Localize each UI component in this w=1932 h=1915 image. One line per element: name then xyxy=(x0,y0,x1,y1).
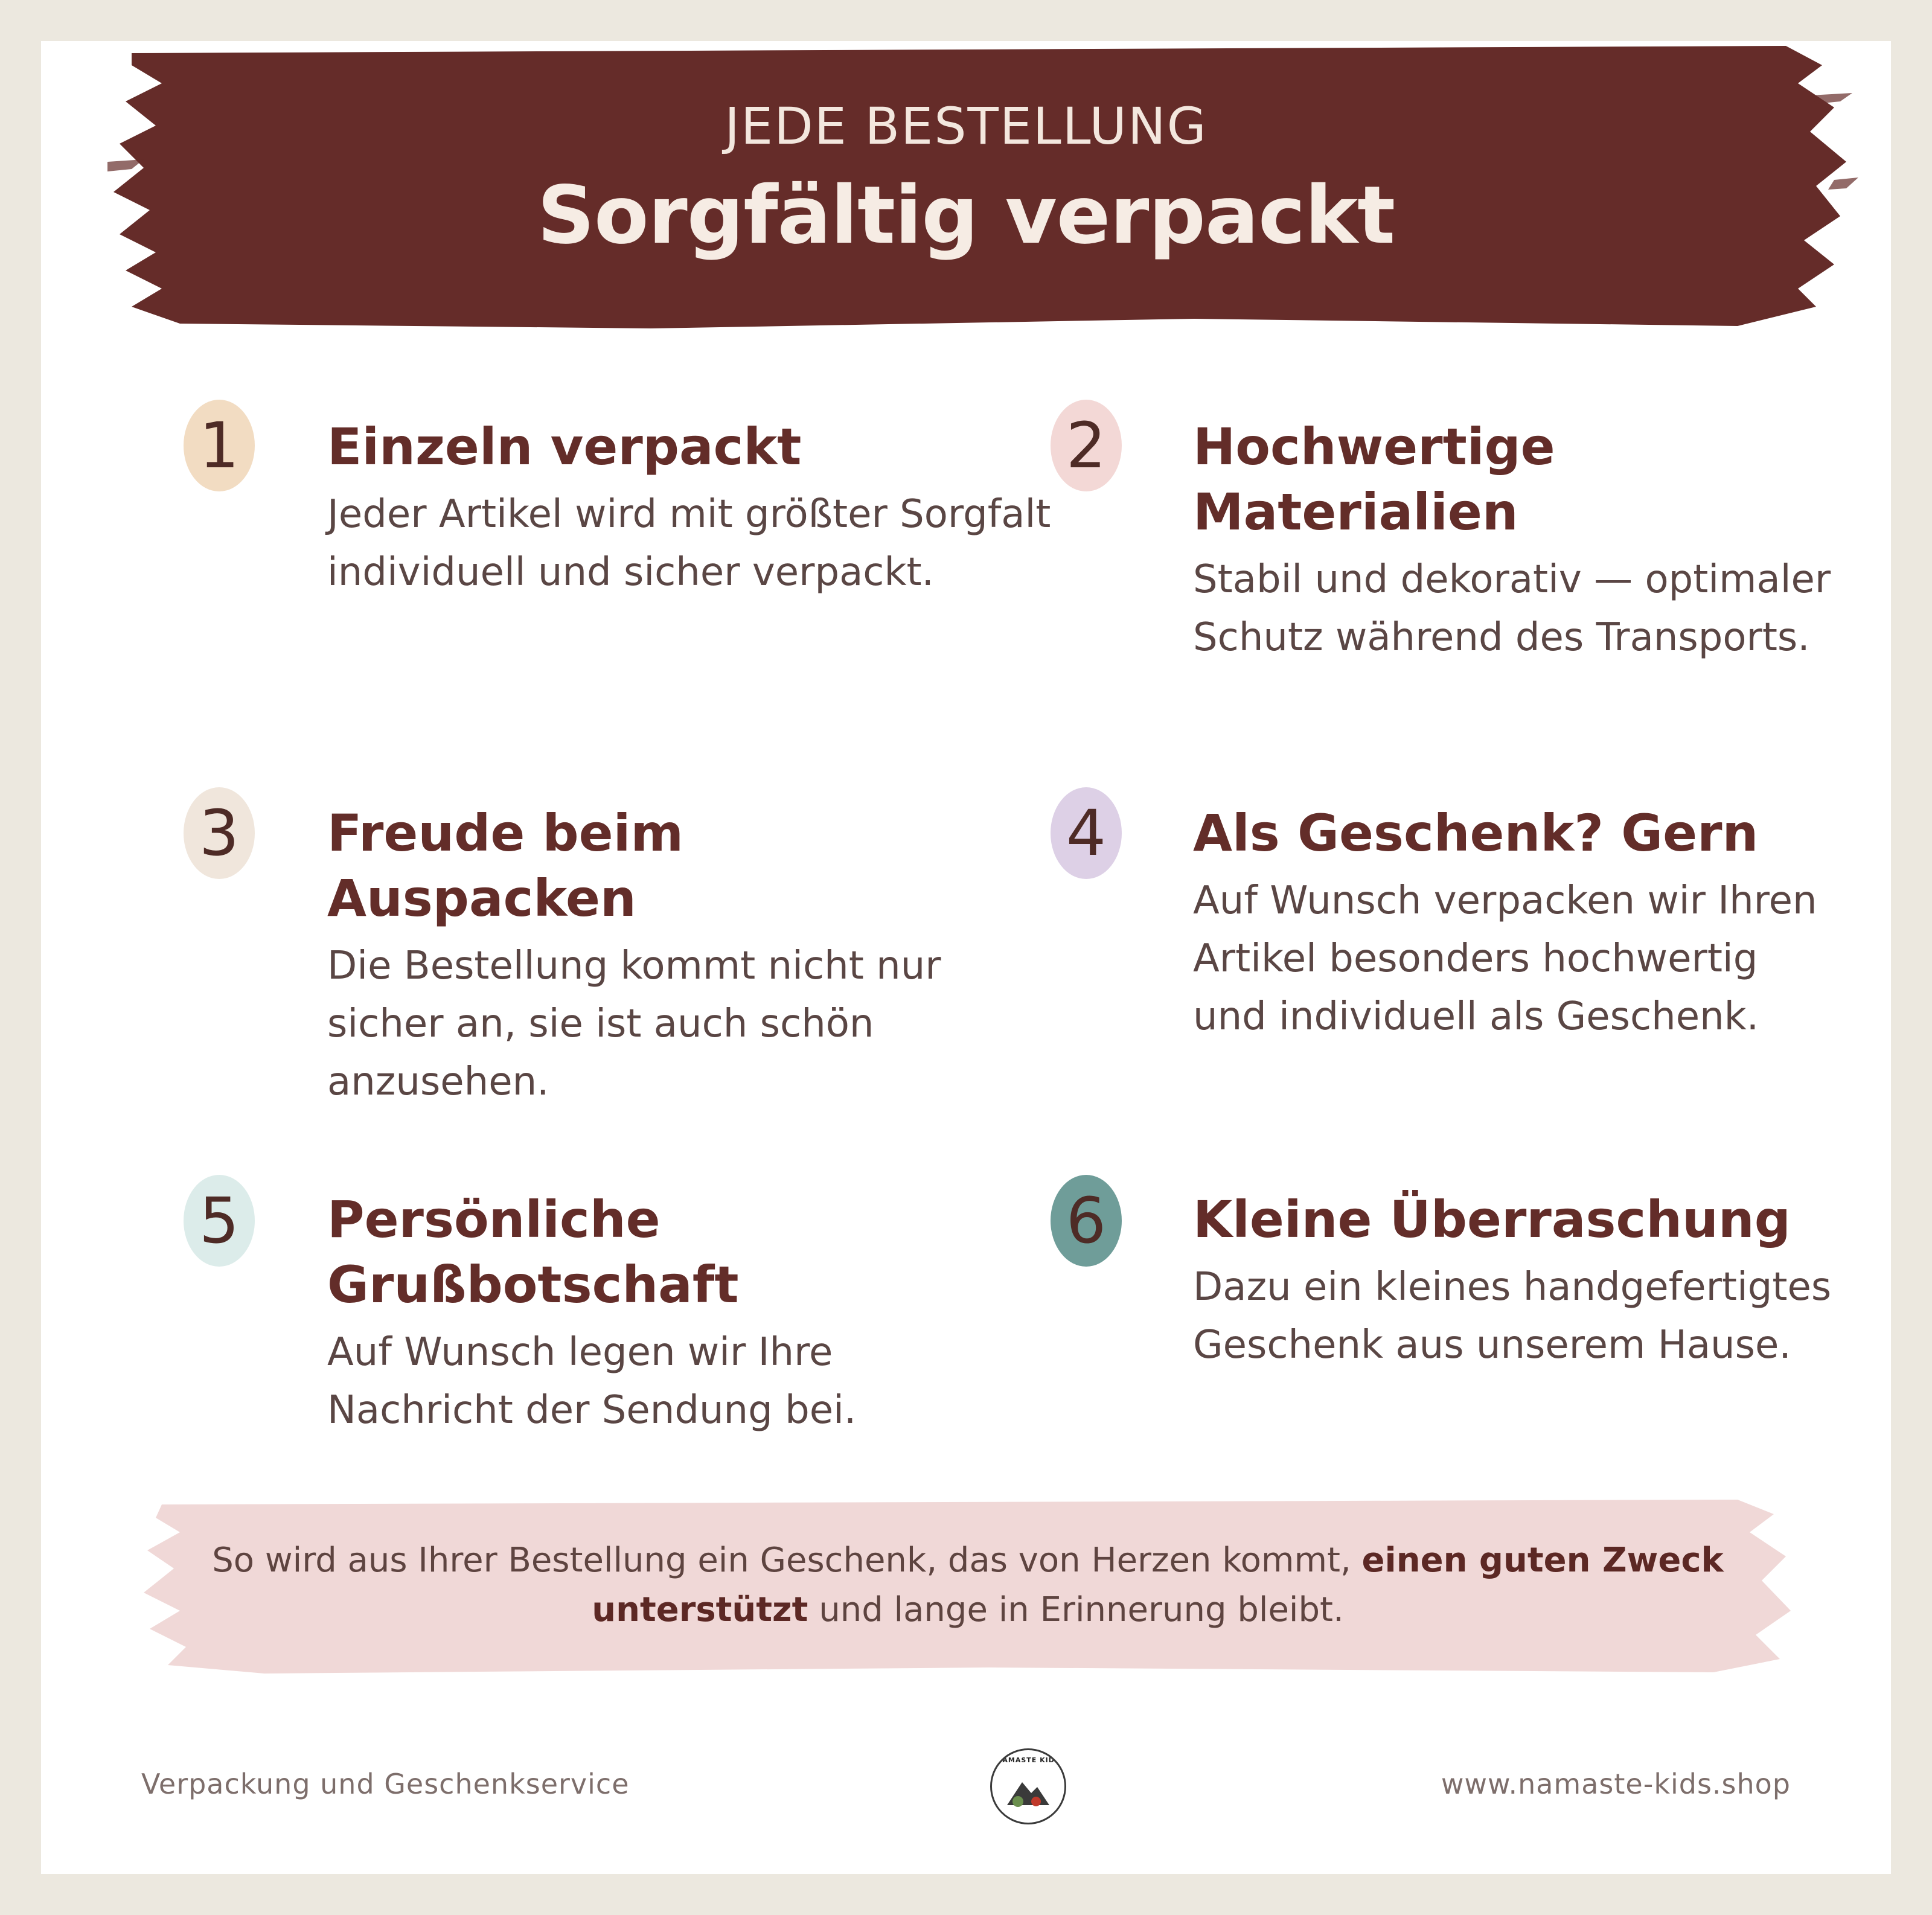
website-link[interactable]: www.namaste-kids.shop xyxy=(1441,1768,1791,1800)
footer-label: Verpackung und Geschenkservice xyxy=(141,1768,630,1800)
brand-logo xyxy=(990,1748,1066,1824)
number-badge-4 xyxy=(1051,787,1122,879)
card xyxy=(41,41,1891,1874)
number-badge-label: 1 xyxy=(199,409,240,482)
page-title: Sorgfältig verpackt xyxy=(537,169,1395,262)
number-badge-label: 6 xyxy=(1066,1184,1107,1258)
number-badge-label: 3 xyxy=(199,796,240,870)
number-badge-label: 2 xyxy=(1066,409,1107,482)
note-text-bold: einen guten Zweck unterstützt xyxy=(592,1541,1724,1629)
note-text-regular: So wird aus Ihrer Bestellung ein Geschenk, das von Herzen kommt, xyxy=(212,1541,1362,1580)
feature-title: Als Geschenk? Gern xyxy=(1193,804,1759,863)
feature-description: Die Bestellung kommt nicht nur sicher an, sie ist auch schön anzusehen. xyxy=(327,944,941,1104)
feature-title: Einzeln verpackt xyxy=(327,417,802,476)
number-badge-6 xyxy=(1051,1175,1122,1267)
number-badge-label: 5 xyxy=(199,1184,240,1258)
number-badge-2 xyxy=(1051,400,1122,491)
feature-description: Stabil und dekorativ — optimaler Schutz während des Transports. xyxy=(1193,557,1831,660)
feature-description: Auf Wunsch verpacken wir Ihren Artikel besonders hochwertig und individuell als Geschenk. xyxy=(1193,878,1817,1039)
note-text xyxy=(210,1536,1726,1635)
feature-title: Kleine Überraschung xyxy=(1193,1190,1791,1249)
feature-description: Auf Wunsch legen wir Ihre Nachricht der Sendung bei. xyxy=(327,1330,857,1433)
feature-description: Jeder Artikel wird mit größter Sorgfalt individuell und sicher verpackt. xyxy=(327,492,1051,595)
logo-lettering: NAMASTE KIDS xyxy=(996,1756,1060,1764)
header-kicker: JEDE BESTELLUNG xyxy=(724,97,1208,156)
number-badge-5 xyxy=(184,1175,255,1267)
feature-title: Persönliche Grußbotschaft xyxy=(327,1190,739,1314)
note-text-end: und lange in Erinnerung bleibt. xyxy=(808,1590,1344,1629)
logo-illustration-icon xyxy=(1001,1775,1055,1811)
feature-title: Freude beim Auspacken xyxy=(327,804,683,928)
note-banner xyxy=(144,1496,1792,1677)
feature-title: Hochwertige Materialien xyxy=(1193,417,1555,542)
number-badge-1 xyxy=(184,400,255,491)
number-badge-3 xyxy=(184,787,255,879)
feature-description: Dazu ein kleines handgefertigtes Geschenk aus unserem Hause. xyxy=(1193,1265,1832,1367)
number-badge-label: 4 xyxy=(1066,796,1107,870)
